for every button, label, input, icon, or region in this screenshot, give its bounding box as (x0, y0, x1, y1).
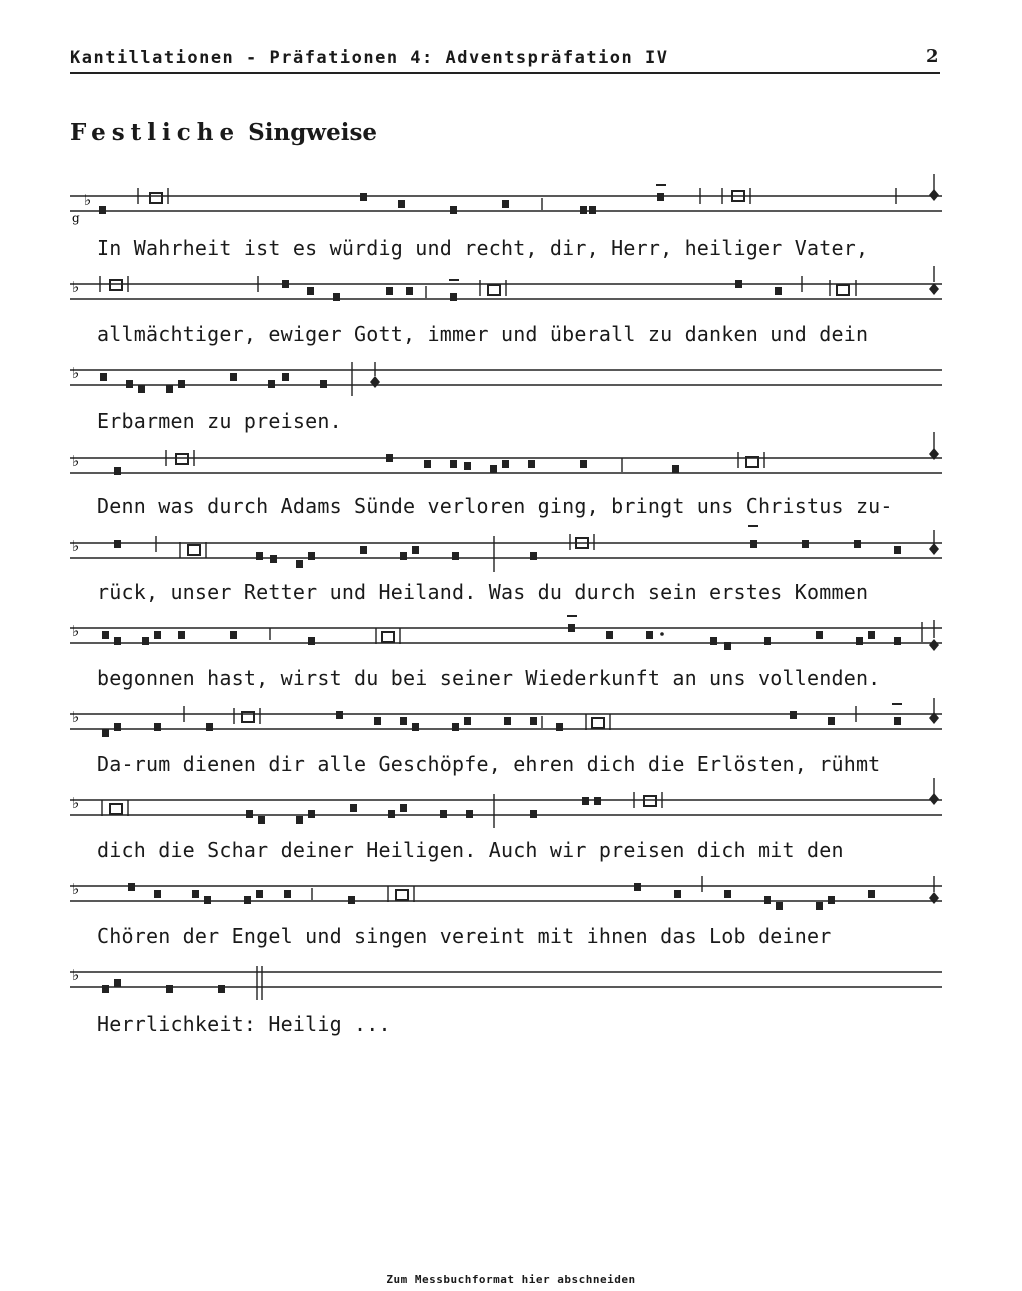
note (568, 624, 575, 632)
note (450, 460, 457, 468)
note (894, 637, 901, 645)
note (868, 631, 875, 639)
note (204, 896, 211, 904)
note (530, 552, 537, 560)
note (138, 385, 145, 393)
note (308, 637, 315, 645)
note (582, 797, 589, 805)
reciting-note (837, 285, 849, 295)
music-staff (70, 180, 942, 225)
note (348, 896, 355, 904)
note (412, 546, 419, 554)
header-title: Kantillationen - Präfationen 4: Adventspräfation IV (70, 48, 669, 68)
note (856, 637, 863, 645)
lyric-line-8: dich die Schar deiner Heiligen. Auch wir preisen dich mit den (97, 838, 844, 862)
note (400, 804, 407, 812)
note (258, 816, 265, 824)
note (360, 193, 367, 201)
note (828, 896, 835, 904)
note (530, 717, 537, 725)
note (530, 810, 537, 818)
note (336, 711, 343, 719)
note (790, 711, 797, 719)
note (828, 717, 835, 725)
flat-clef-icon: ♭ (72, 537, 80, 555)
note (672, 465, 679, 473)
reciting-note (488, 285, 500, 295)
note (424, 460, 431, 468)
note (308, 810, 315, 818)
lyric-line-3: Erbarmen zu preisen. (97, 409, 342, 433)
note (504, 717, 511, 725)
music-staff (70, 362, 942, 402)
reciting-note (110, 804, 122, 814)
music-staff (70, 272, 942, 312)
note (154, 723, 161, 731)
page-number: 2 (926, 46, 939, 67)
note (440, 810, 447, 818)
lyric-line-7: Da-rum dienen dir alle Geschöpfe, ehren dich die Erlösten, rühmt (97, 752, 881, 776)
flat-clef-icon: ♭ (72, 452, 80, 470)
note (268, 380, 275, 388)
note (218, 985, 225, 993)
reciting-note (188, 545, 200, 555)
note (256, 552, 263, 560)
flat-clef-icon: ♭ (72, 278, 80, 296)
note (464, 717, 471, 725)
note (775, 287, 782, 295)
lyric-line-5: rück, unser Retter und Heiland. Was du durch sein erstes Kommen (97, 580, 869, 604)
reciting-note (176, 454, 188, 464)
note (333, 293, 340, 301)
note (282, 373, 289, 381)
note (386, 454, 393, 462)
note (646, 631, 653, 639)
note (464, 462, 471, 470)
note (450, 206, 457, 214)
note (802, 540, 809, 548)
note (710, 637, 717, 645)
note (750, 540, 757, 548)
note (178, 631, 185, 639)
note (360, 546, 367, 554)
note (230, 631, 237, 639)
note (142, 637, 149, 645)
final-note (929, 283, 939, 295)
note (502, 460, 509, 468)
note (580, 206, 587, 214)
note (868, 890, 875, 898)
note (102, 985, 109, 993)
note (307, 287, 314, 295)
key-marker: g (72, 211, 80, 225)
final-note (929, 793, 939, 805)
note (230, 373, 237, 381)
music-staff (70, 790, 942, 830)
note (350, 804, 357, 812)
flat-clef-icon: ♭ (72, 708, 80, 726)
lyric-line-4: Denn was durch Adams Sünde verloren ging, bringt uns Christus zu- (97, 494, 893, 518)
lyric-line-10: Herrlichkeit: Heilig ... (97, 1012, 391, 1036)
note (256, 890, 263, 898)
reciting-note (592, 718, 604, 728)
note (102, 631, 109, 639)
note (894, 717, 901, 725)
note (764, 637, 771, 645)
note (206, 723, 213, 731)
note (166, 985, 173, 993)
note (894, 546, 901, 554)
note (674, 890, 681, 898)
header-rule (70, 72, 940, 74)
note (386, 287, 393, 295)
lyric-line-6: begonnen hast, wirst du bei seiner Wiederkunft an uns vollenden. (97, 666, 881, 690)
note (580, 460, 587, 468)
note (735, 280, 742, 288)
note (724, 890, 731, 898)
note (114, 637, 121, 645)
note (99, 206, 106, 214)
note (114, 540, 121, 548)
note (296, 816, 303, 824)
flat-clef-icon: ♭ (84, 191, 92, 209)
note (114, 723, 121, 731)
final-note (929, 543, 939, 555)
flat-clef-icon: ♭ (72, 966, 80, 984)
note (634, 883, 641, 891)
note (166, 385, 173, 393)
note (412, 723, 419, 731)
music-staff (70, 532, 942, 572)
reciting-note (110, 280, 122, 290)
final-note (929, 639, 939, 651)
note (452, 552, 459, 560)
note (114, 979, 121, 987)
flat-clef-icon: ♭ (72, 622, 80, 640)
note (154, 890, 161, 898)
note (114, 467, 121, 475)
section-title (70, 119, 377, 146)
note (764, 896, 771, 904)
reciting-note (382, 632, 394, 642)
note (126, 380, 133, 388)
note (128, 883, 135, 891)
lyric-line-2: allmächtiger, ewiger Gott, immer und überall zu danken und dein (97, 322, 869, 346)
flat-clef-icon: ♭ (72, 364, 80, 382)
note (594, 797, 601, 805)
reciting-note (150, 193, 162, 203)
music-staff (70, 620, 942, 660)
note (589, 206, 596, 214)
flat-clef-icon: ♭ (72, 794, 80, 812)
note (178, 380, 185, 388)
note (400, 552, 407, 560)
section-title-spaced: Festliche (70, 119, 241, 146)
note (192, 890, 199, 898)
note (406, 287, 413, 295)
note (308, 552, 315, 560)
note (102, 729, 109, 737)
note (776, 902, 783, 910)
note (246, 810, 253, 818)
note (816, 902, 823, 910)
note (320, 380, 327, 388)
note (452, 723, 459, 731)
note (466, 810, 473, 818)
note (400, 717, 407, 725)
note (556, 723, 563, 731)
note (606, 631, 613, 639)
music-staff (70, 444, 942, 484)
section-title-rest: Singweise (248, 119, 378, 146)
note (100, 373, 107, 381)
note (374, 717, 381, 725)
note (490, 465, 497, 473)
final-note (370, 376, 380, 388)
note (284, 890, 291, 898)
note (528, 460, 535, 468)
music-staff (70, 706, 942, 746)
reciting-note (644, 796, 656, 806)
note (154, 631, 161, 639)
lyric-line-9: Chören der Engel und singen vereint mit ihnen das Lob deiner (97, 924, 832, 948)
note (450, 293, 457, 301)
note (854, 540, 861, 548)
note (502, 200, 509, 208)
music-staff (70, 962, 942, 1002)
flat-clef-icon: ♭ (72, 880, 80, 898)
note (244, 896, 251, 904)
reciting-note (396, 890, 408, 900)
footer-note: Zum Messbuchformat hier abschneiden (386, 1273, 636, 1286)
note (816, 631, 823, 639)
note (388, 810, 395, 818)
note (398, 200, 405, 208)
dot (660, 632, 664, 636)
final-note (929, 892, 939, 904)
note (296, 560, 303, 568)
final-note (929, 189, 939, 201)
music-staff (70, 876, 942, 916)
lyric-line-1: In Wahrheit ist es würdig und recht, dir, Herr, heiliger Vater, (97, 236, 869, 260)
note (657, 193, 664, 201)
note (282, 280, 289, 288)
note (724, 642, 731, 650)
note (270, 555, 277, 563)
